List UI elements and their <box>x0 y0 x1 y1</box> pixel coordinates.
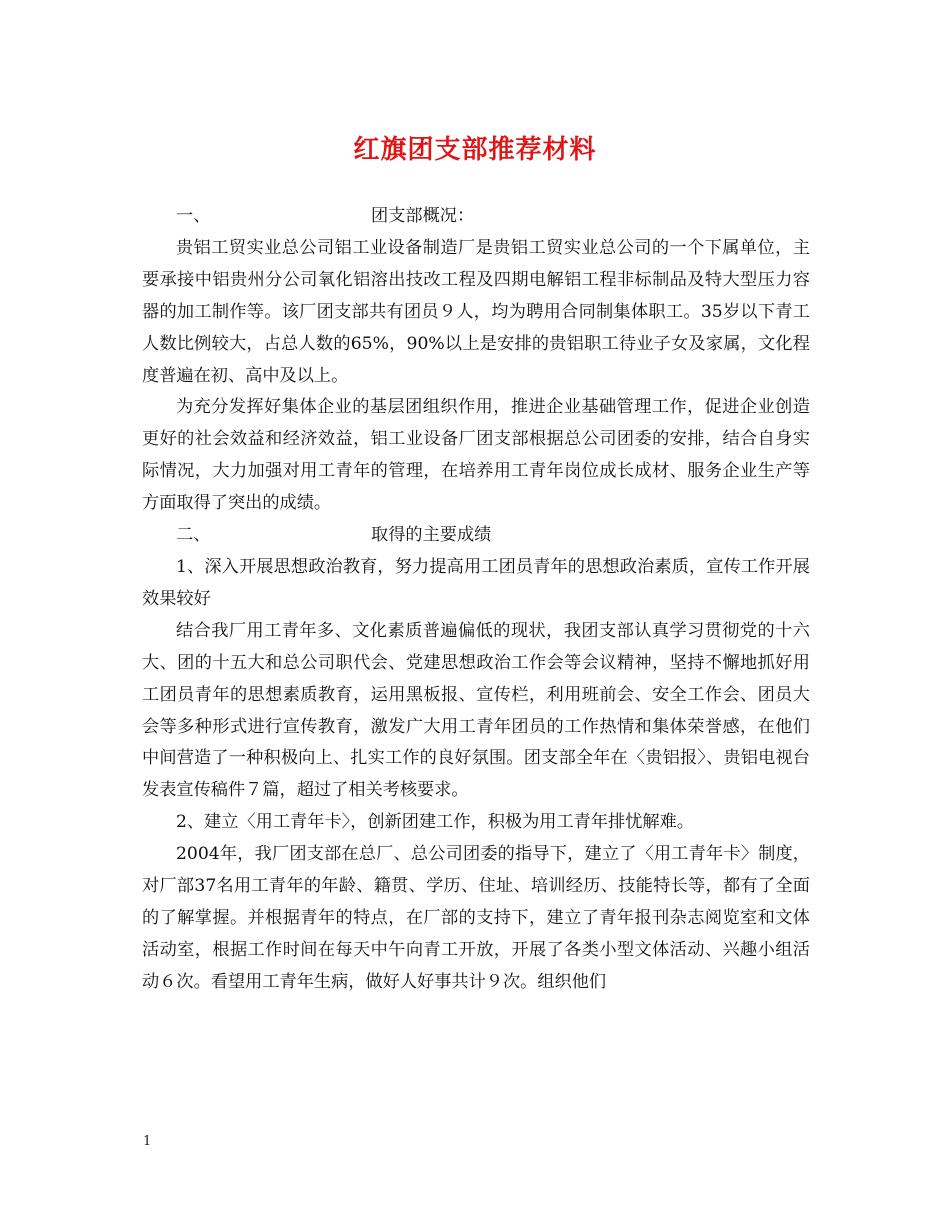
paragraph: 结合我厂用工青年多、文化素质普遍偏低的现状，我团支部认真学习贯彻党的十六大、团的十五大和总公司职代会、党建思想政治工作会等会议精神，坚持不懈地抓好用工团员青年的思想素质教育，运用黑板报、宣传栏，利用班前会、安全工作会、团员大会等多种形式进行宣传教育，激发广大用工青年团员的工作热情和集体荣誉感，在他们中间营造了一种积极向上、扎实工作的良好氛围。团支部全年在〈贵铝报〉、贵铝电视台发表宣传稿件７篇，超过了相关考核要求。 <box>142 620 810 801</box>
document-body <box>142 201 810 999</box>
section-heading <box>142 520 810 552</box>
section-heading-text: 取得的主要成绩 <box>371 525 492 546</box>
document-title: 红旗团支部推荐材料 <box>353 135 597 165</box>
paragraph: 为充分发挥好集体企业的基层团组织作用，推进企业基础管理工作，促进企业创造更好的社会效益和经济效益，铝工业设备厂团支部根据总公司团委的安排，结合自身实际情况，大力加强对用工青年的管理，在培养用工青年岗位成长成材、服务企业生产等方面取得了突出的成绩。 <box>142 397 810 514</box>
page-number: 1 <box>143 1134 152 1149</box>
section-heading-text: 团支部概况： <box>371 206 475 226</box>
section-heading <box>142 201 810 233</box>
paragraph: 1、深入开展思想政治教育，努力提高用工团员青年的思想政治素质，宣传工作开展效果较好 <box>142 556 810 609</box>
paragraph: 2004年，我厂团支部在总厂、总公司团委的指导下，建立了〈用工青年卡〉制度，对厂部37名用工青年的年龄、籍贯、学历、住址、培训经历、技能特长等，都有了全面的了解掌握。并根据青年的特点，在厂部的支持下，建立了青年报刊杂志阅览室和文体活动室，根据工作时间在每天中午向青工开放，开展了各类小型文体活动、兴趣小组活动６次。看望用工青年生病，做好人好事共计９次。组织他们 <box>142 844 810 992</box>
paragraph: 2、建立〈用工青年卡〉，创新团建工作，积极为用工青年排忧解难。 <box>176 812 694 833</box>
section-heading-number: 二、 <box>176 525 211 546</box>
section-heading-number: 一、 <box>176 206 211 226</box>
paragraph: 贵铝工贸实业总公司铝工业设备制造厂是贵铝工贸实业总公司的一个下属单位，主要承接中铝贵州分公司氧化铝溶出技改工程及四期电解铝工程非标制品及特大型压力容器的加工制作等。该厂团支部共有团员９人，均为聘用合同制集体职工。35岁以下青工人数比例较大，占总人数的65%，90%以上是安排的贵铝职工待业子女及家属，文化程度普遍在初、高中及以上。 <box>142 237 810 386</box>
